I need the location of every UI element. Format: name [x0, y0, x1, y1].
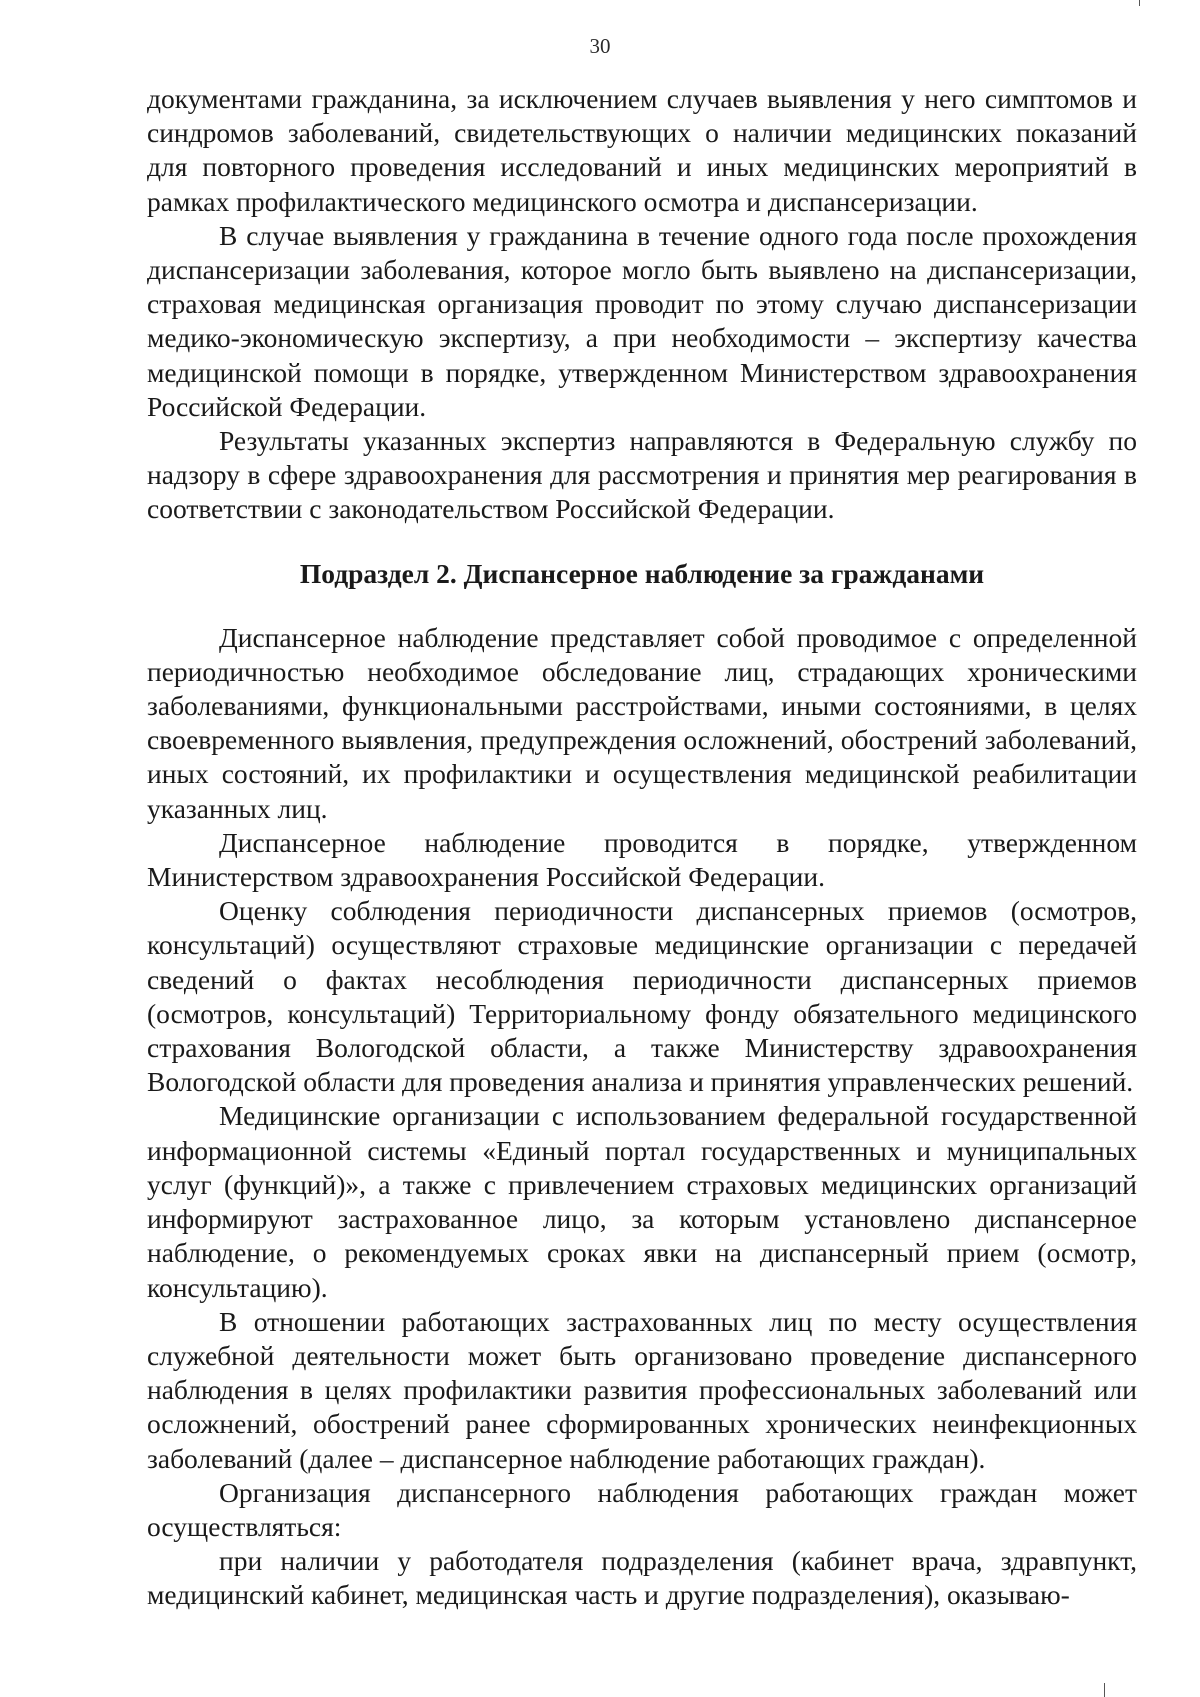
page-body [147, 82, 1137, 1613]
scan-mark [1139, 0, 1140, 6]
paragraph: Диспансерное наблюдение проводится в порядке, утвержденном Министерством здравоохранения Российской Федерации. [147, 826, 1137, 893]
scan-mark [1104, 1683, 1105, 1697]
paragraph: Диспансерное наблюдение представляет собой проводимое с определенной периодичностью необходимое обследование лиц, страдающих хроническими заболеваниями, функциональными расстройствами, иными состояниями, в целях своевременного выявления, предупреждения осложнений, обострений заболеваний, иных состояний, их профилактики и осуществления медицинской реабилитации указанных лиц. [147, 621, 1137, 824]
paragraph: при наличии у работодателя подразделения (кабинет врача, здравпункт, медицинский кабинет, медицинская часть и другие подразделения), оказываю- [147, 1545, 1137, 1611]
page-number: 30 [589, 34, 611, 58]
section-heading: Подраздел 2. Диспансерное наблюдение за гражданами [299, 557, 985, 589]
paragraph: В случае выявления у гражданина в течение одного года после прохождения диспансеризации заболевания, которое могло быть выявлено на диспансеризации, страховая медицинская организация проводит по этому случаю диспансеризации медико-экономическую экспертизу, а при необходимости – экспертизу качества медицинской помощи в порядке, утвержденном Министерством здравоохранения Российской Федерации. [147, 219, 1137, 422]
paragraph: В отношении работающих застрахованных лиц по месту осуществления служебной деятельности может быть организовано проведение диспансерного наблюдения в целях профилактики развития профессиональных заболеваний или осложнений, обострений ранее сформированных хронических неинфекционных заболеваний (далее – диспансерное наблюдение работающих граждан). [147, 1305, 1137, 1474]
paragraph: документами гражданина, за исключением случаев выявления у него симптомов и синдромов заболеваний, свидетельствующих о наличии медицинских показаний для повторного проведения исследований и иных медицинских мероприятий в рамках профилактического медицинского осмотра и диспансеризации. [147, 83, 1137, 217]
paragraph: Оценку соблюдения периодичности диспансерных приемов (осмотров, консультаций) осуществляют страховые медицинские организации с передачей сведений о фактах несоблюдения периодичности диспансерных приемов (осмотров, консультаций) Территориальному фонду обязательного медицинского страхования Вологодской области, а также Министерству здравоохранения Вологодской области для проведения анализа и принятия управленческих решений. [147, 895, 1137, 1098]
paragraph: Медицинские организации с использованием федеральной государственной информационной системы «Единый портал государственных и муниципальных услуг (функций)», а также с привлечением страховых медицинских организаций информируют застрахованное лицо, за которым установлено диспансерное наблюдение, о рекомендуемых сроках явки на диспансерный прием (осмотр, консультацию). [147, 1100, 1137, 1303]
paragraph: Организация диспансерного наблюдения работающих граждан может осуществляться: [147, 1476, 1137, 1542]
paragraph: Результаты указанных экспертиз направляются в Федеральную службу по надзору в сфере здравоохранения для рассмотрения и принятия мер реагирования в соответствии с законодательством Российской Федерации. [147, 425, 1137, 525]
